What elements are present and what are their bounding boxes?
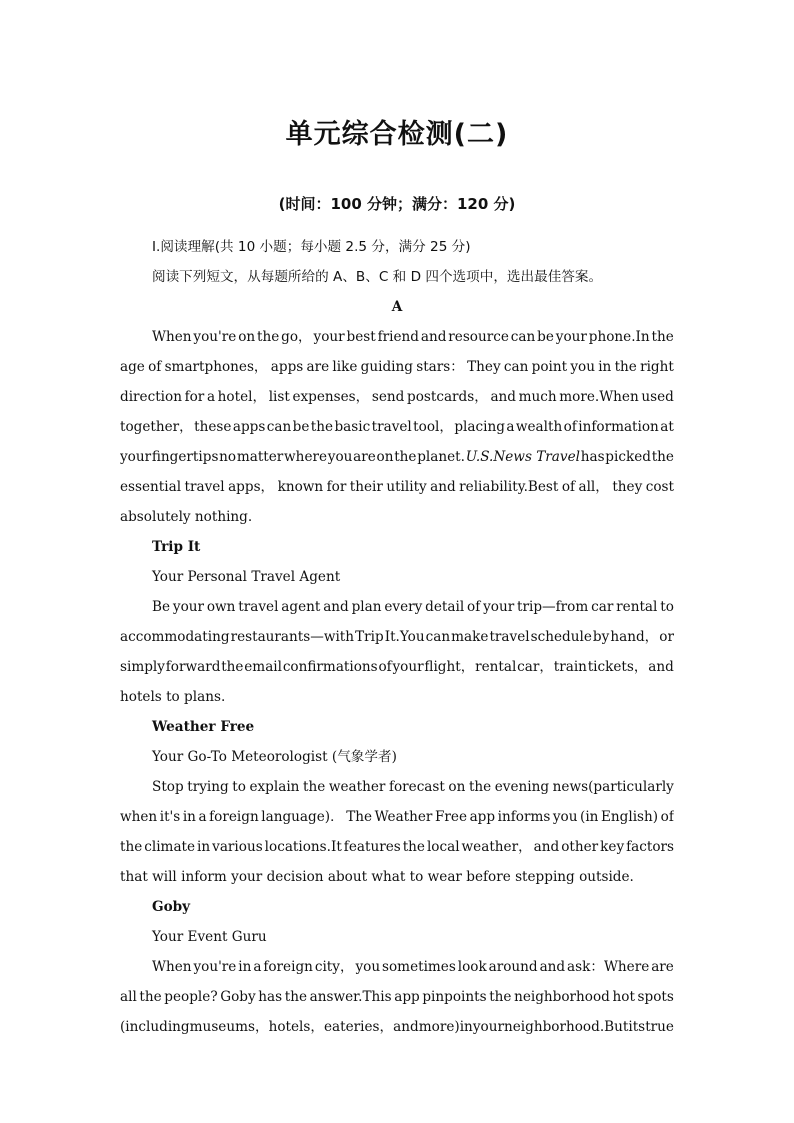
page-title: 单元综合检测(二)	[285, 119, 509, 150]
app-tagline: Your Personal Travel Agent	[152, 569, 341, 585]
passage-line: essential travel apps， known for their utility and reliability.Best of all， they cost	[120, 479, 674, 495]
app-list	[120, 532, 674, 1042]
app-name: Goby	[152, 899, 191, 915]
section-heading: Ⅰ.阅读理解(共 10 小题；每小题 2.5 分，满分 25 分)	[152, 239, 471, 255]
app-description-line: simply forward the email confirmations of your flight， rental car， train tickets， and	[120, 659, 674, 675]
app-section	[120, 712, 674, 892]
app-description-line: the climate in various locations.It features the local weather， and other key factors	[120, 839, 674, 855]
passage-line: your fingertips no matter where you are on the planet. U.S.News Travel has picked the	[120, 442, 674, 472]
app-section	[120, 532, 674, 712]
document-body	[120, 232, 674, 1042]
passage-line: direction for a hotel， list expenses， send postcards， and much more.When used	[120, 389, 674, 405]
app-section	[120, 892, 674, 1042]
passage-line: absolutely nothing.	[120, 509, 253, 525]
app-description-line: When you're in a foreign city， you sometimes look around and ask：Where are	[152, 959, 674, 975]
instruction-text: 阅读下列短文，从每题所给的 A、B、C 和 D 四个选项中，选出最佳答案。	[152, 269, 603, 285]
exam-time-score: (时间：100 分钟；满分：120 分)	[278, 195, 516, 213]
publication-name: U.S.News Travel	[465, 449, 580, 465]
app-description-line: that will inform your decision about what to wear before stepping outside.	[120, 869, 634, 885]
app-description-line: hotels to plans.	[120, 689, 226, 705]
passage-line: When you're on the go， your best friend and resource can be your phone.In the	[152, 329, 674, 345]
app-tagline: Your Go-To Meteorologist (气象学者)	[152, 749, 397, 765]
app-description-line: accommodating restaurants—with Trip It.You can make travel schedule by hand， or	[120, 629, 674, 645]
app-description-line: all the people? Goby has the answer.This app pinpoints the neighborhood hot spots	[120, 989, 674, 1005]
passage-intro	[120, 322, 674, 532]
passage-line: together， these apps can be the basic travel tool， placing a wealth of information at	[120, 419, 674, 435]
app-description-line: Be your own travel agent and plan every detail of your trip—from car rental to	[152, 599, 674, 615]
app-name: Trip It	[152, 539, 201, 555]
app-description-line: (including museums， hotels， eateries， and more) in your neighborhood.But its true	[120, 1019, 674, 1035]
app-name: Weather Free	[152, 719, 255, 735]
app-tagline: Your Event Guru	[152, 929, 267, 945]
app-description-line: when it's in a foreign language)． The Weather Free app informs you (in English) of	[120, 809, 674, 825]
app-description-line: Stop trying to explain the weather forecast on the evening news(particularly	[152, 779, 674, 795]
passage-line: age of smartphones， apps are like guiding stars： They can point you in the right	[120, 359, 674, 375]
passage-label: A	[391, 299, 403, 315]
